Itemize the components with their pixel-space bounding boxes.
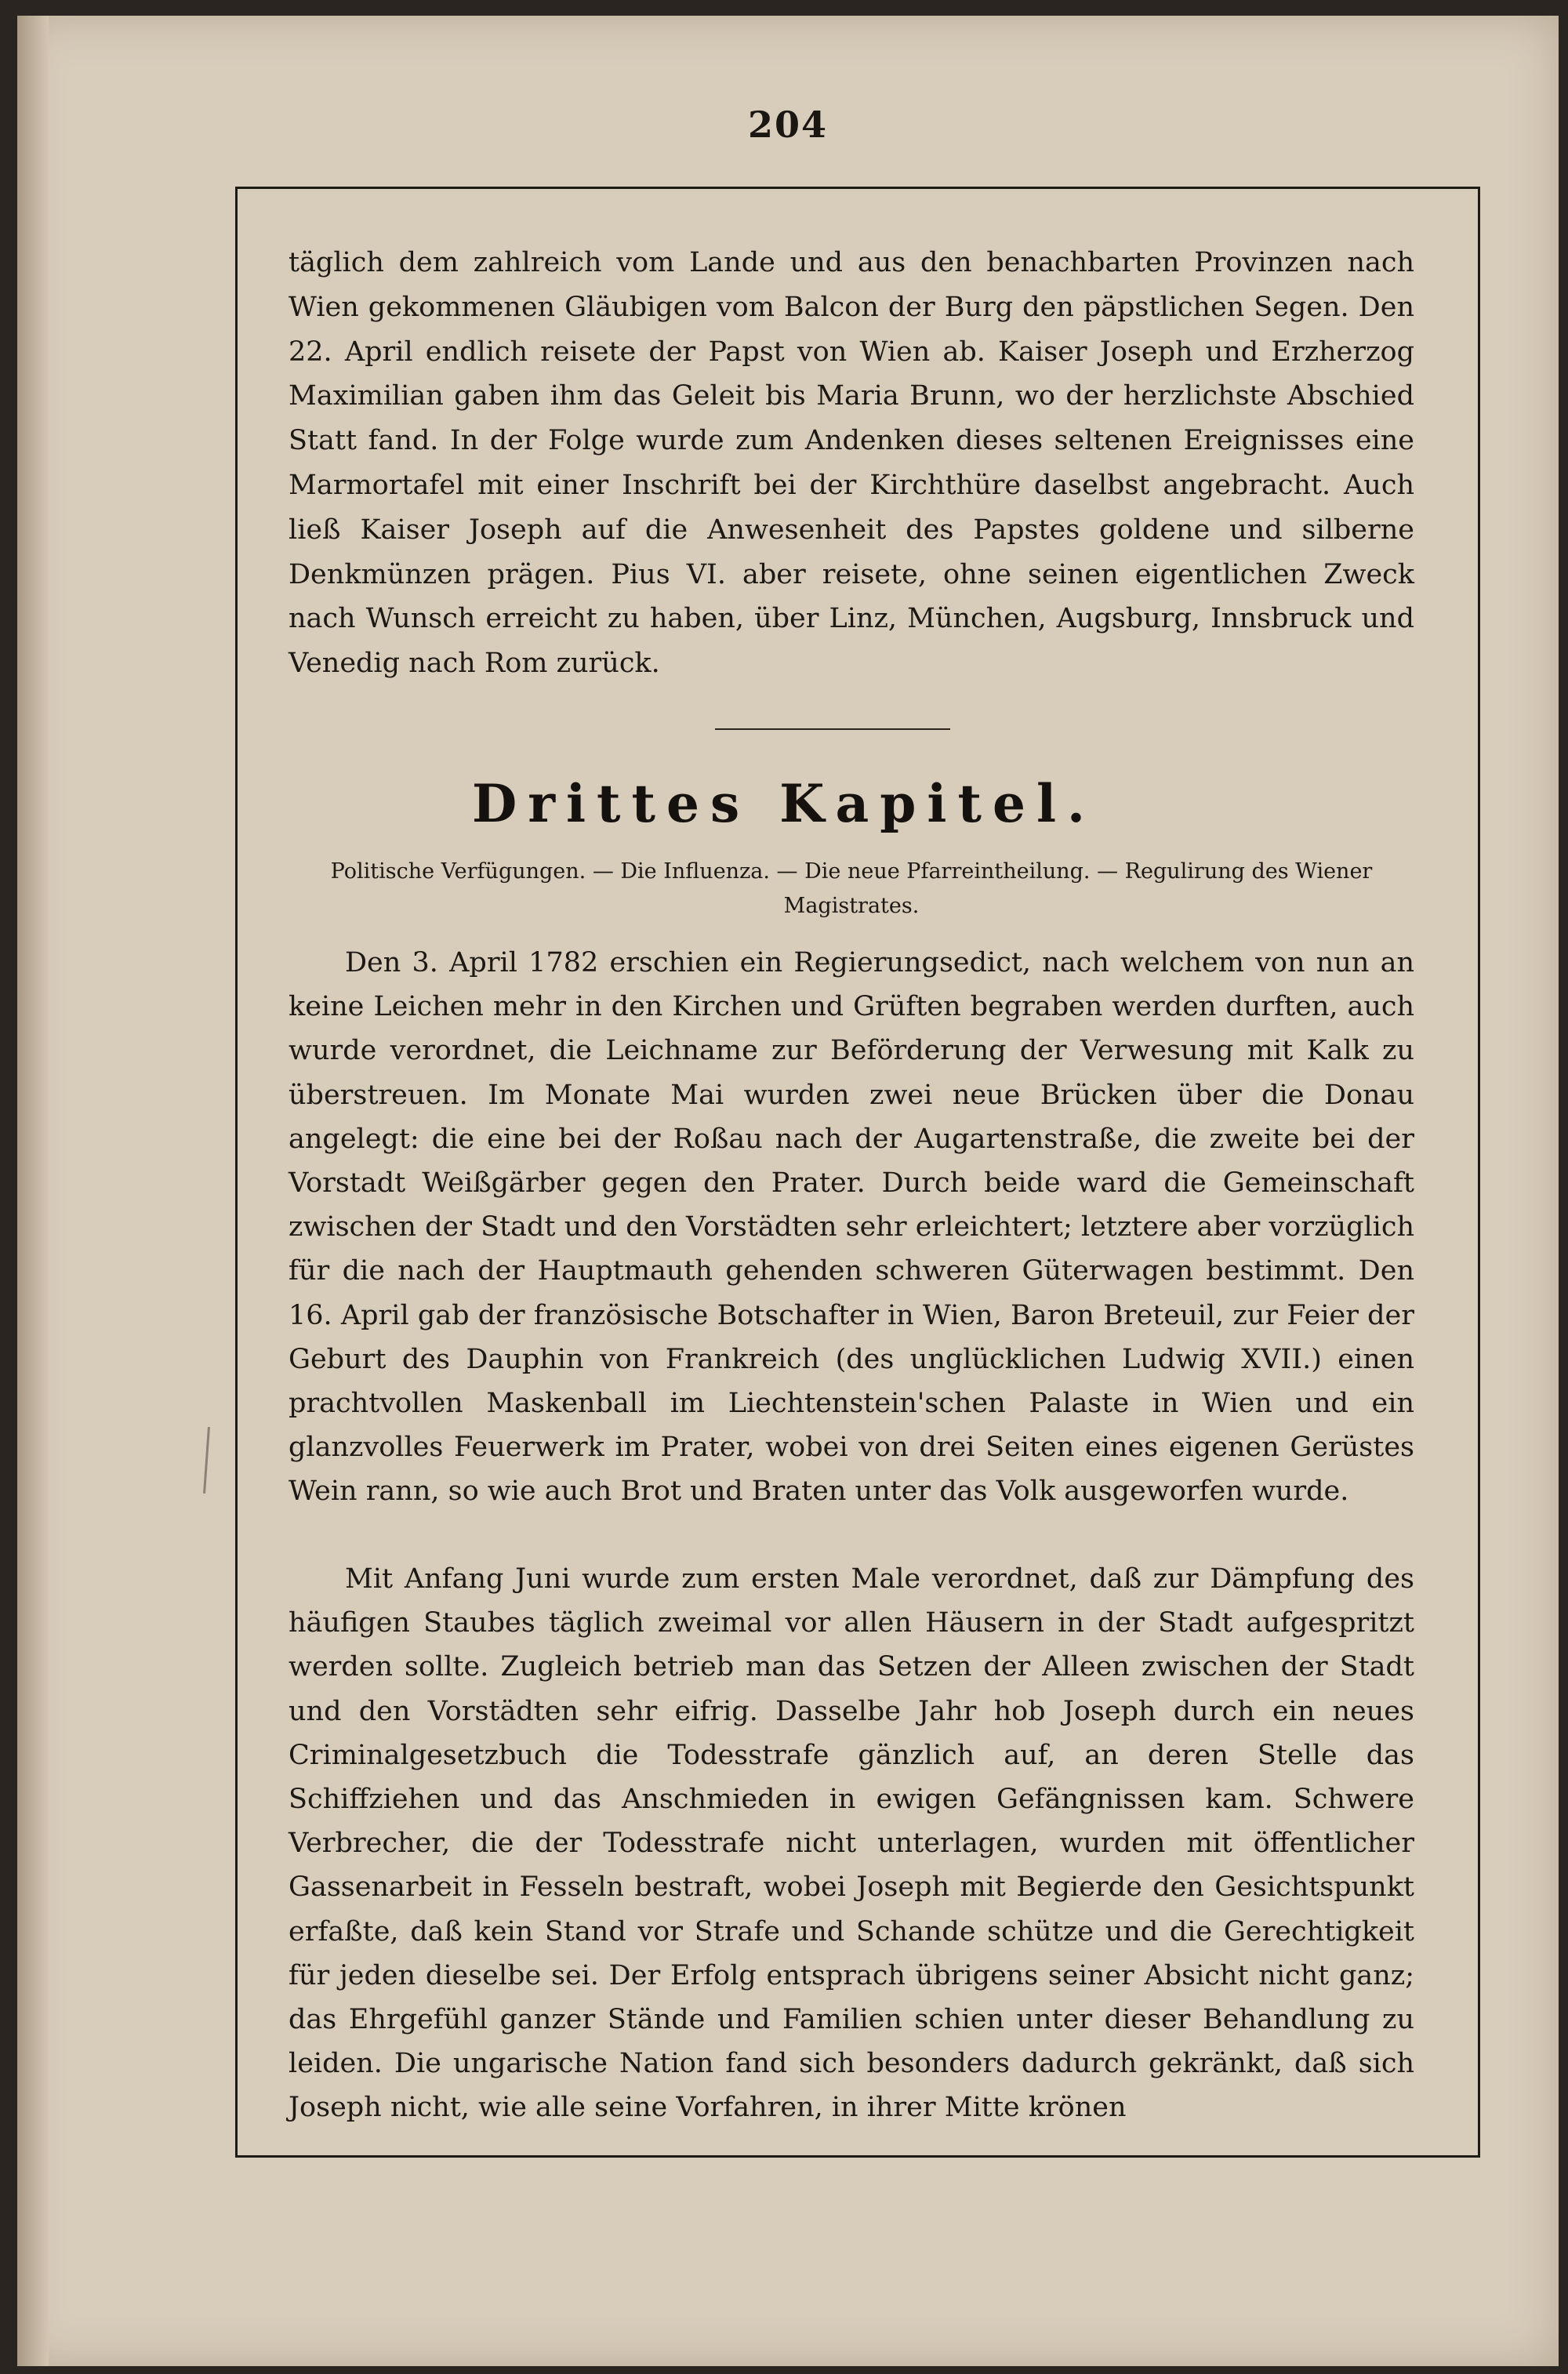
paragraph-text: täglich dem zahlreich vom Lande und aus den benachbarten Provinzen nach Wien gekommenen Gläubigen vom Balcon der Burg den päpstlichen Segen. Den 22. April endlich reisete der Papst von Wien ab. Kaiser Joseph und Erzherzog Maximilian gaben ihm das Geleit bis Maria Brunn, wo der herzlichste Abschied Statt fand. In der Folge wurde zum Andenken dieses seltenen Ereignisses eine Marmortafel mit einer Inschrift bei der Kirchthüre daselbst angebracht. Auch ließ Kaiser Joseph auf die Anwesenheit des Papstes goldene und silberne Denkmünzen prägen. Pius VI. aber reisete, ohne seinen eigentlichen Zweck nach Wunsch erreicht zu haben, über Linz, München, Augsburg, Innsbruck und Venedig nach Rom zurück. (289, 247, 1414, 680)
paragraph-second (289, 1557, 1414, 2130)
paragraph-continued (289, 241, 1414, 686)
chapter-summary: Politische Verfügungen. — Die Influenza. — Die neue Pfarreintheilung. — Regulirung des Wiener Magistrates. (330, 859, 1373, 918)
chapter-heading: Drittes Kapitel. (471, 773, 1097, 834)
paragraph-text: Mit Anfang Juni wurde zum ersten Male verordnet, daß zur Dämpfung des häufigen Staubes täglich zweimal vor allen Häusern in der Stadt aufgespritzt werden sollte. Zugleich betrieb man das Setzen der Alleen zwischen der Stadt und den Vorstädten sehr eifrig. Dasselbe Jahr hob Joseph durch ein neues Criminalgesetzbuch die Todesstrafe gänzlich auf, an deren Stelle das Schiffziehen und das Anschmieden in ewigen Gefängnissen kam. Schwere Verbrecher, die der Todesstrafe nicht unterlagen, wurden mit öffentlicher Gassenarbeit in Fesseln bestraft, wobei Joseph mit Begierde den Gesichtspunkt erfaßte, daß kein Stand vor Strafe und Schande schütze und die Gerechtigkeit für jeden dieselbe sei. Der Erfolg entsprach übrigens seiner Absicht nicht ganz; das Ehrgefühl ganzer Stände und Familien schien unter dieser Behandlung zu leiden. Die ungarische Nation fand sich besonders dadurch gekränkt, daß sich Joseph nicht, wie alle seine Vorfahren, in ihrer Mitte krönen (289, 1563, 1414, 2124)
page-gutter (17, 16, 49, 2366)
section-divider (715, 728, 950, 730)
paragraph-text: Den 3. April 1782 erschien ein Regierungsedict, nach welchem von nun an keine Leichen mehr in den Kirchen und Grüften begraben werden durften, auch wurde verordnet, die Leichname zur Beförderung der Verwesung mit Kalk zu überstreuen. Im Monate Mai wurden zwei neue Brücken über die Donau angelegt: die eine bei der Roßau nach der Augartenstraße, die zweite bei der Vorstadt Weißgärber gegen den Prater. Durch beide ward die Gemeinschaft zwischen der Stadt und den Vorstädten sehr erleichtert; letztere aber vorzüglich für die nach der Hauptmauth gehenden schweren Güterwagen bestimmt. Den 16. April gab der französische Botschafter in Wien, Baron Breteuil, zur Feier der Geburt des Dauphin von Frankreich (des unglücklichen Ludwig XVII.) einen prachtvollen Maskenball im Liechtenstein'schen Palaste in Wien und ein glanzvolles Feuerwerk im Prater, wobei von drei Seiten eines eigenen Gerüstes Wein rann, so wie auch Brot und Braten unter das Volk ausgeworfen wurde. (289, 947, 1414, 1508)
page-number: 204 (747, 103, 829, 146)
paragraph-chapter-opening (289, 941, 1414, 1514)
